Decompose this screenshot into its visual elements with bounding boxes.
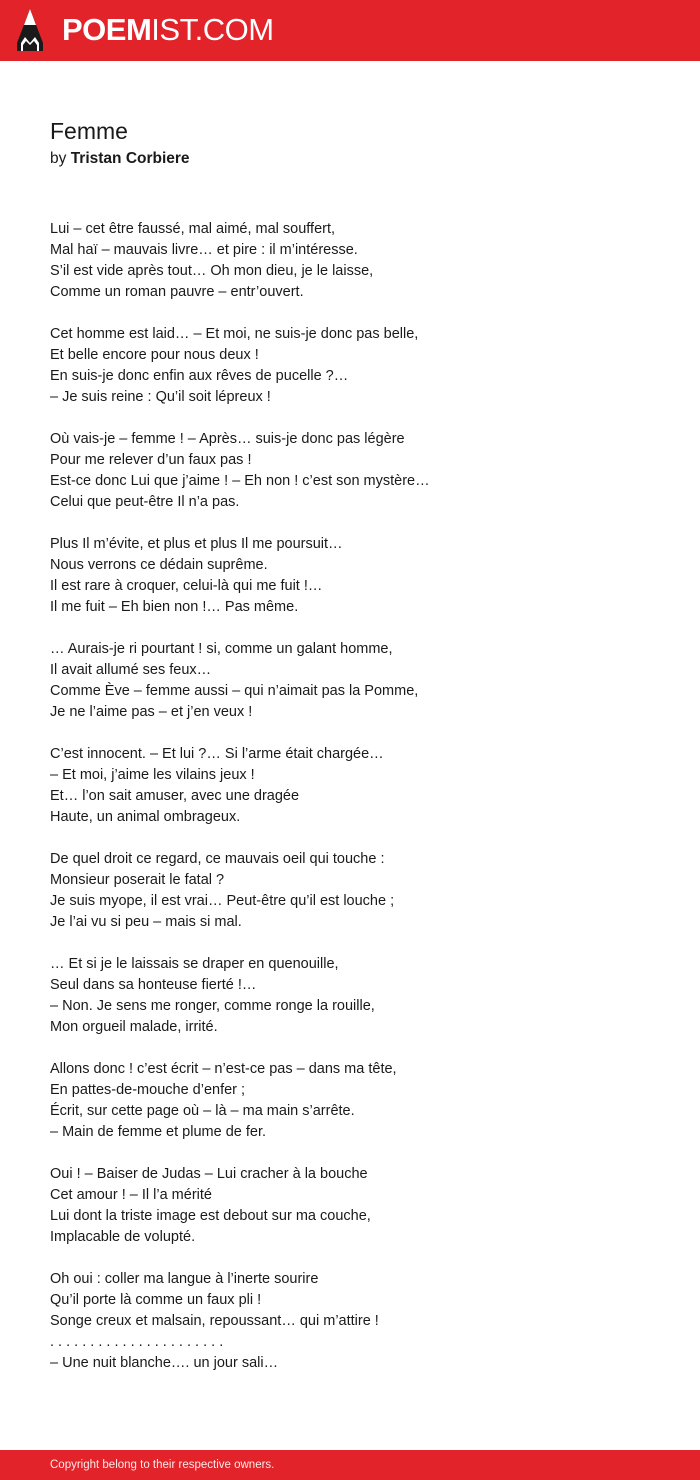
logo-light-text: IST.COM: [151, 12, 274, 47]
stanza: [50, 849, 660, 933]
poem-line: Plus Il m’évite, et plus et plus Il me poursuit…: [50, 536, 343, 552]
poem-line: De quel droit ce regard, ce mauvais oeil qui touche :: [50, 851, 385, 867]
author-name: Tristan Corbiere: [70, 150, 190, 167]
poem-line: S’il est vide après tout… Oh mon dieu, je le laisse,: [50, 263, 374, 279]
site-logo[interactable]: [62, 12, 274, 48]
stanza: [50, 219, 660, 303]
poem-line: Oh oui : coller ma langue à l’inerte sourire: [50, 1271, 319, 1287]
poem-line: . . . . . . . . . . . . . . . . . . . . . .: [50, 1334, 224, 1350]
by-label: by: [50, 150, 67, 167]
poem-line: Pour me relever d’un faux pas !: [50, 452, 252, 468]
poem-line: Mon orgueil malade, irrité.: [50, 1019, 218, 1035]
stanza: [50, 954, 660, 1038]
poem-line: Où vais-je – femme ! – Après… suis-je donc pas légère: [50, 431, 405, 447]
poem-line: Il avait allumé ses feux…: [50, 662, 212, 678]
poem-line: Et belle encore pour nous deux !: [50, 347, 259, 363]
poem-line: Il est rare à croquer, celui-là qui me fuit !…: [50, 578, 323, 594]
poem-line: Haute, un animal ombrageux.: [50, 809, 241, 825]
stanza: [50, 1164, 660, 1248]
poem-line: Mal haï – mauvais livre… et pire : il m’intéresse.: [50, 242, 358, 258]
poem-body: [50, 219, 660, 1395]
stanza: [50, 429, 660, 513]
logo-bold-text: POEM: [62, 12, 152, 47]
poem-line: – Je suis reine : Qu’il soit lépreux !: [50, 389, 271, 405]
poem-title: Femme: [50, 118, 128, 144]
poem-line: Lui dont la triste image est debout sur ma couche,: [50, 1208, 371, 1224]
copyright-text: Copyright belong to their respective owners.: [50, 1459, 275, 1471]
poem-line: C’est innocent. – Et lui ?… Si l’arme était chargée…: [50, 746, 384, 762]
poem-line: Comme un roman pauvre – entr’ouvert.: [50, 284, 304, 300]
poem-line: Cet homme est laid… – Et moi, ne suis-je donc pas belle,: [50, 326, 419, 342]
poem-line: Il me fuit – Eh bien non !… Pas même.: [50, 599, 299, 615]
poem-line: Allons donc ! c’est écrit – n’est-ce pas – dans ma tête,: [50, 1061, 397, 1077]
poem-line: Implacable de volupté.: [50, 1229, 196, 1245]
poem-line: – Non. Je sens me ronger, comme ronge la rouille,: [50, 998, 375, 1014]
stanza: [50, 744, 660, 828]
site-footer: [0, 1450, 700, 1480]
poem-line: Je suis myope, il est vrai… Peut-être qu’il est louche ;: [50, 893, 395, 909]
poem-line: Oui ! – Baiser de Judas – Lui cracher à la bouche: [50, 1166, 368, 1182]
poem-line: Nous verrons ce dédain suprême.: [50, 557, 268, 573]
poem-line: … Et si je le laissais se draper en quenouille,: [50, 956, 339, 972]
poem-line: Et… l’on sait amuser, avec une dragée: [50, 788, 300, 804]
poem-line: Songe creux et malsain, repoussant… qui m’attire !: [50, 1313, 379, 1329]
poem-line: Seul dans sa honteuse fierté !…: [50, 977, 257, 993]
poem-line: Monsieur poserait le fatal ?: [50, 872, 225, 888]
poem-line: Je l’ai vu si peu – mais si mal.: [50, 914, 242, 930]
stanza: [50, 639, 660, 723]
byline: [50, 149, 190, 169]
poem-line: Écrit, sur cette page où – là – ma main s’arrête.: [50, 1103, 355, 1119]
stanza: [50, 1269, 660, 1374]
pencil-tip-icon[interactable]: [17, 9, 43, 51]
poem-line: Cet amour ! – Il l’a mérité: [50, 1187, 212, 1203]
poem-line: – Main de femme et plume de fer.: [50, 1124, 266, 1140]
poem-line: Je ne l’aime pas – et j’en veux !: [50, 704, 253, 720]
poem-line: Qu’il porte là comme un faux pli !: [50, 1292, 262, 1308]
poem-line: – Une nuit blanche…. un jour sali…: [50, 1355, 279, 1371]
site-header: [0, 0, 700, 61]
poem-line: En suis-je donc enfin aux rêves de pucelle ?…: [50, 368, 349, 384]
poem-line: Est-ce donc Lui que j’aime ! – Eh non ! c’est son mystère…: [50, 473, 430, 489]
poem-line: – Et moi, j’aime les vilains jeux !: [50, 767, 255, 783]
poem-line: En pattes-de-mouche d’enfer ;: [50, 1082, 246, 1098]
poem-line: … Aurais-je ri pourtant ! si, comme un galant homme,: [50, 641, 393, 657]
stanza: [50, 324, 660, 408]
poem-line: Celui que peut-être Il n’a pas.: [50, 494, 240, 510]
poem-line: Lui – cet être faussé, mal aimé, mal souffert,: [50, 221, 336, 237]
poem-line: Comme Ève – femme aussi – qui n’aimait pas la Pomme,: [50, 683, 419, 699]
stanza: [50, 1059, 660, 1143]
stanza: [50, 534, 660, 618]
